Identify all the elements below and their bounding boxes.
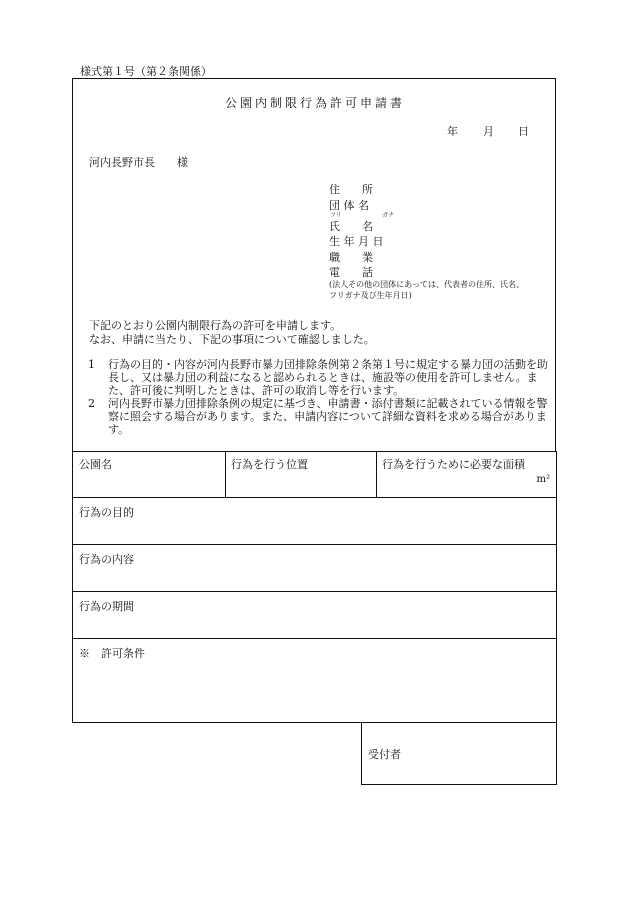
- park-name-label: 公園名: [79, 458, 112, 471]
- applicant-phone-label: 電 話: [329, 266, 373, 279]
- table-divider: [376, 452, 377, 497]
- table-divider: [73, 544, 556, 545]
- note-text: 河内長野市暴力団排除条例の規定に基づき、申請書・添付書類に記載されている情報を警察に照会する場合があります。また、申請内容について詳細な資料を求める場合があります。: [108, 397, 548, 436]
- area-unit: m²: [536, 474, 550, 485]
- table-divider: [73, 591, 556, 592]
- applicant-birthdate-label: 生 年 月 日: [329, 235, 384, 248]
- receipt-label: 受付者: [368, 748, 401, 761]
- purpose-label: 行為の目的: [79, 506, 134, 519]
- applicant-note-line2: フリガナ及び生年月日): [329, 291, 412, 300]
- furigana-label-left: フリ: [330, 212, 342, 219]
- location-label: 行為を行う位置: [231, 458, 308, 471]
- date-month-label: 月: [483, 125, 494, 138]
- intro-line1: 下記のとおり公園内制限行為の許可を申請します。: [89, 319, 342, 332]
- applicant-note-line1: (法人その他の団体にあっては、代表者の住所、氏名、: [329, 280, 525, 289]
- document-title: 公園内制限行為許可申請書: [224, 96, 405, 110]
- table-divider: [73, 638, 556, 639]
- period-label: 行為の期間: [79, 600, 134, 613]
- note-text: 行為の目的・内容が河内長野市暴力団排除条例第２条第１号に規定する暴力団の活動を助長し、又は暴力団の利益になると認められるときは、施設等の使用を許可しません。また、許可後に判明したときは、許可の取消し等を行います。: [108, 358, 548, 397]
- date-day-label: 日: [518, 125, 529, 138]
- furigana-label-right: ガナ: [382, 212, 395, 219]
- addressee: 河内長野市長 様: [89, 156, 188, 169]
- area-label: 行為を行うために必要な面積: [382, 458, 525, 471]
- note-item: [88, 358, 556, 397]
- applicant-address-label: 住 所: [329, 183, 373, 196]
- note-number: 1: [88, 358, 95, 371]
- form-number-label: 様式第１号（第２条関係）: [80, 65, 212, 78]
- content-label: 行為の内容: [79, 553, 134, 566]
- receipt-box: [361, 722, 557, 785]
- intro-line2: なお、申請に当たり、下記の事項について確認しました。: [89, 333, 375, 346]
- applicant-name-label: 氏 名: [329, 220, 373, 233]
- note-number: 2: [88, 397, 95, 410]
- note-item: [88, 397, 556, 436]
- table-divider: [225, 452, 226, 497]
- notes-list: [88, 358, 556, 436]
- conditions-label: ※ 許可条件: [79, 647, 145, 660]
- applicant-organization-label: 団 体 名: [329, 199, 369, 212]
- application-table: [72, 451, 557, 723]
- date-year-label: 年: [447, 125, 458, 138]
- table-divider: [73, 497, 556, 498]
- applicant-occupation-label: 職 業: [329, 251, 373, 264]
